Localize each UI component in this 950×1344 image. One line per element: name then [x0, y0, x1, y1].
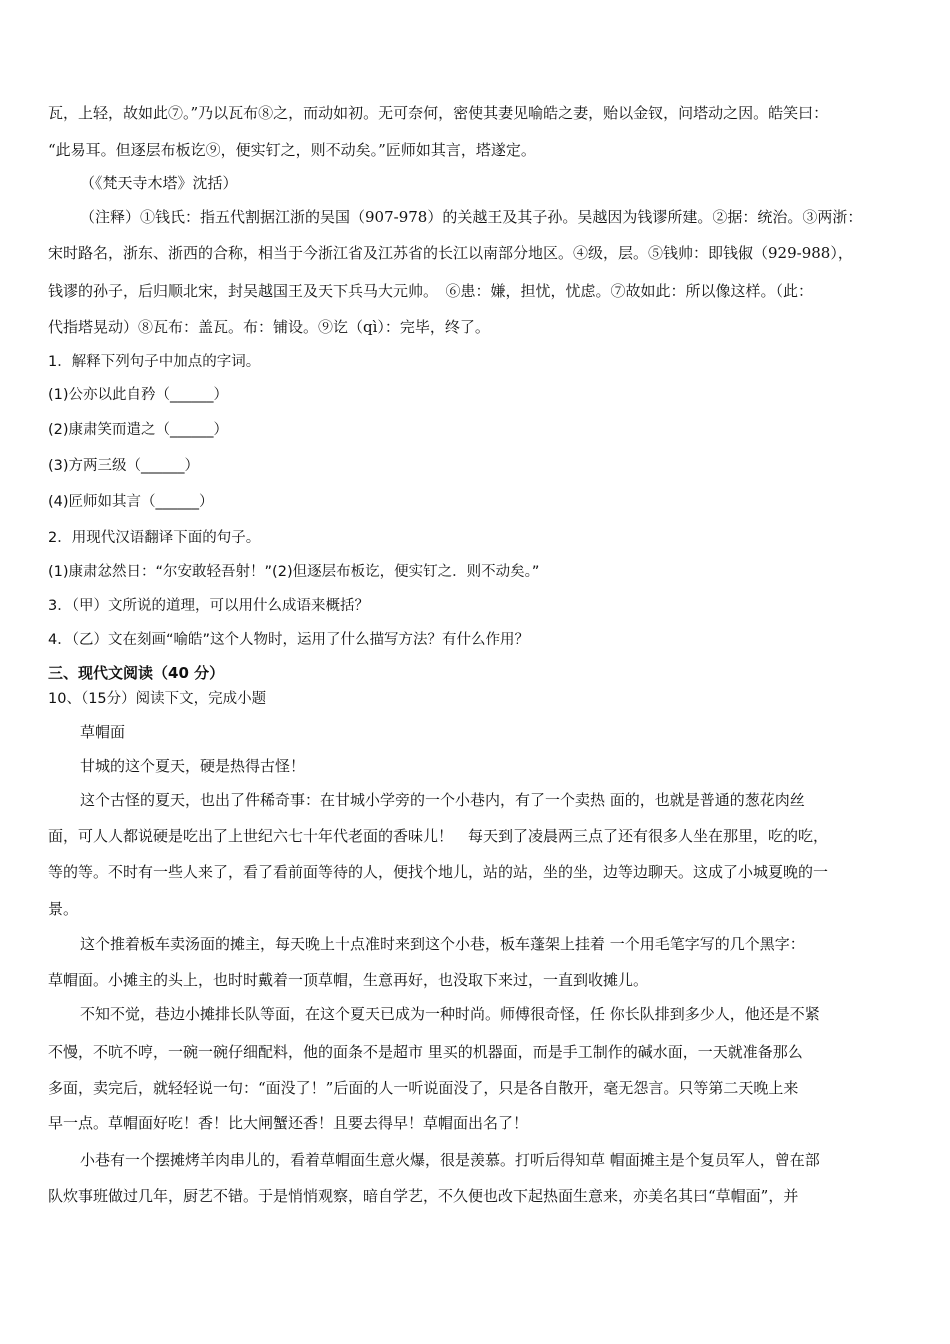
question-2-item: (1)康肃忿然日：“尔安敢轻吾射！”(2)但逐层布板讫，便实钉之．则不动矣。”	[48, 564, 540, 580]
section-heading: 三、现代文阅读（40 分）	[48, 664, 225, 682]
question-2: 2．用现代汉语翻译下面的句子。	[48, 530, 261, 546]
annotation-line: （注释）①钱氏：指五代割据江浙的吴国（907-978）的关越王及其子孙。吴越因为钱谬所建。②据：统治。③两浙：	[80, 208, 863, 226]
body-line: 多面，卖完后，就轻轻说一句：“面没了！”后面的人一听说面没了，只是各自散开，毫无怨言。只等第二天晚上来	[48, 1079, 799, 1097]
source-citation: （《梵天寺木塔》沈括）	[80, 174, 238, 192]
question-1: 1．解释下列句子中加点的字词。	[48, 354, 261, 370]
body-line: 草帽面。小摊主的头上，也时时戴着一顶草帽，生意再好，也没取下来过，一直到收摊儿。	[48, 971, 649, 989]
annotation-line: 代指塔晃动）⑧瓦布：盖瓦。布：铺设。⑨讫（qì）：完毕，终了。	[48, 318, 490, 336]
annotation-line: 钱谬的孙子，后归顺北宋，封吴越国王及天下兵马大元帅。 ⑥患：嫌，担忧，忧虑。⑦故如此：所以像这样。（此：	[48, 282, 814, 300]
body-line: 甘城的这个夏天，硬是热得古怪！	[80, 757, 306, 775]
question-1-item: (2)康肃笑而遣之（______）	[48, 422, 229, 438]
body-line: 小巷有一个摆摊烤羊肉串儿的，看着草帽面生意火爆，很是羡慕。打听后得知草 帽面摊主是个复员军人，曾在部	[80, 1151, 820, 1169]
body-line: 等的等。不时有一些人来了，看了看前面等待的人，便找个地儿，站的站，坐的坐，边等边聊天。这成了小城夏晚的一	[48, 863, 829, 881]
body-line: 队炊事班做过几年，厨艺不错。于是悄悄观察，暗自学艺，不久便也改下起热面生意来，亦美名其曰“草帽面”，并	[48, 1187, 799, 1205]
question-1-item: (1)公亦以此自矜（______）	[48, 387, 229, 403]
body-line: 不知不觉，巷边小摊排长队等面，在这个夏天已成为一种时尚。师傅很奇怪，任 你长队排到多少人，他还是不紧	[80, 1005, 820, 1023]
body-line: 面，可人人都说硬是吃出了上世纪六七十年代老面的香味儿！ 每天到了凌晨两三点了还有很多人坐在那里，吃的吃，	[48, 827, 829, 845]
body-line: 景。	[48, 900, 79, 918]
question-1-item: (3)方两三级（______）	[48, 458, 200, 474]
question-3: 3．（甲）文所说的道理，可以用什么成语来概括？	[48, 598, 369, 614]
text-line: “此易耳。但逐层布板讫⑨，便实钉之，则不动矣。”匠师如其言，塔遂定。	[48, 141, 536, 159]
text-line: 瓦，上轻，故如此⑦。”乃以瓦布⑧之，而动如初。无可奈何，密使其妻见喻皓之妻，贻以金钗，问塔动之因。皓笑曰：	[48, 104, 829, 122]
body-line: 这个古怪的夏天，也出了件稀奇事：在甘城小学旁的一个小巷内，有了一个卖热 面的，也就是普通的葱花肉丝	[80, 791, 805, 809]
story-title: 草帽面	[80, 723, 126, 741]
question-1-item: (4)匠师如其言（______）	[48, 494, 214, 510]
question-4: 4．（乙）文在刻画“喻皓”这个人物时，运用了什么描写方法？有什么作用？	[48, 632, 529, 648]
annotation-line: 宋时路名，浙东、浙西的合称，相当于今浙江省及江苏省的长江以南部分地区。④级，层。⑤钱帅：即钱俶（929-988），	[48, 244, 853, 262]
question-10: 10、（15分）阅读下文，完成小题	[48, 691, 267, 707]
body-line: 早一点。草帽面好吃！香！比大闸蟹还香！且要去得早！草帽面出名了！	[48, 1114, 529, 1132]
body-line: 不慢，不吭不哼，一碗一碗仔细配料，他的面条不是超市 里买的机器面，而是手工制作的碱水面，一天就准备那么	[48, 1043, 803, 1061]
body-line: 这个推着板车卖汤面的摊主，每天晚上十点准时来到这个小巷，板车蓬架上挂着 一个用毛笔字写的几个黑字：	[80, 935, 805, 953]
